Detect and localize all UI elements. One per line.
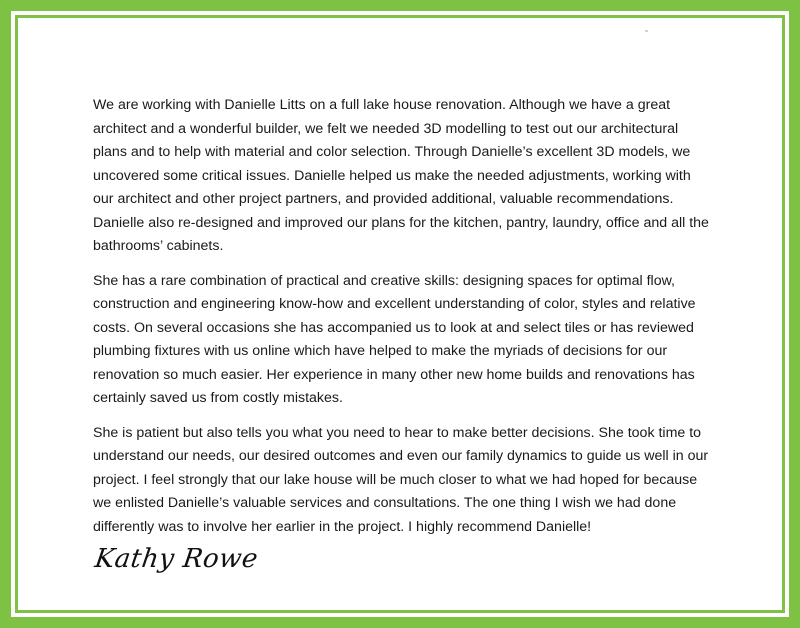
signature: Kathy Rowe: [92, 544, 261, 574]
paragraph-1: We are working with Danielle Litts on a full lake house renovation. Although we have a great architect and a wonderful builder, we felt we needed 3D modelling to test out our architectural plans and to help with material and color selection. Through Danielle’s excellent 3D models, we uncovered some critical issues. Danielle helped us make the needed adjustments, working with our architect and other project partners, and provided additional, valuable recommendations. Danielle also re-designed and improved our plans for the kitchen, pantry, laundry, office and all the bathrooms’ cabinets.: [93, 97, 709, 254]
scan-speck: [645, 30, 648, 32]
testimonial-letter: [93, 94, 713, 550]
paragraph-2: She has a rare combination of practical and creative skills: designing spaces for optimal flow, construction and engineering know-how and excellent understanding of color, styles and relative costs. On several occasions she has accompanied us to look at and select tiles or has reviewed plumbing fixtures with us online which have helped to make the myriads of decisions for our renovation so much easier. Her experience in many other new home builds and renovations has certainly saved us from costly mistakes.: [93, 272, 696, 406]
paragraph-3: She is patient but also tells you what you need to hear to make better decisions. She took time to understand our needs, our desired outcomes and even our family dynamics to guide us well in our project. I feel strongly that our lake house will be much closer to what we had hoped for because we enlisted Danielle’s valuable services and consultations. The one thing I wish we had done differently was to involve her earlier in the project. I highly recommend Danielle!: [93, 424, 709, 535]
